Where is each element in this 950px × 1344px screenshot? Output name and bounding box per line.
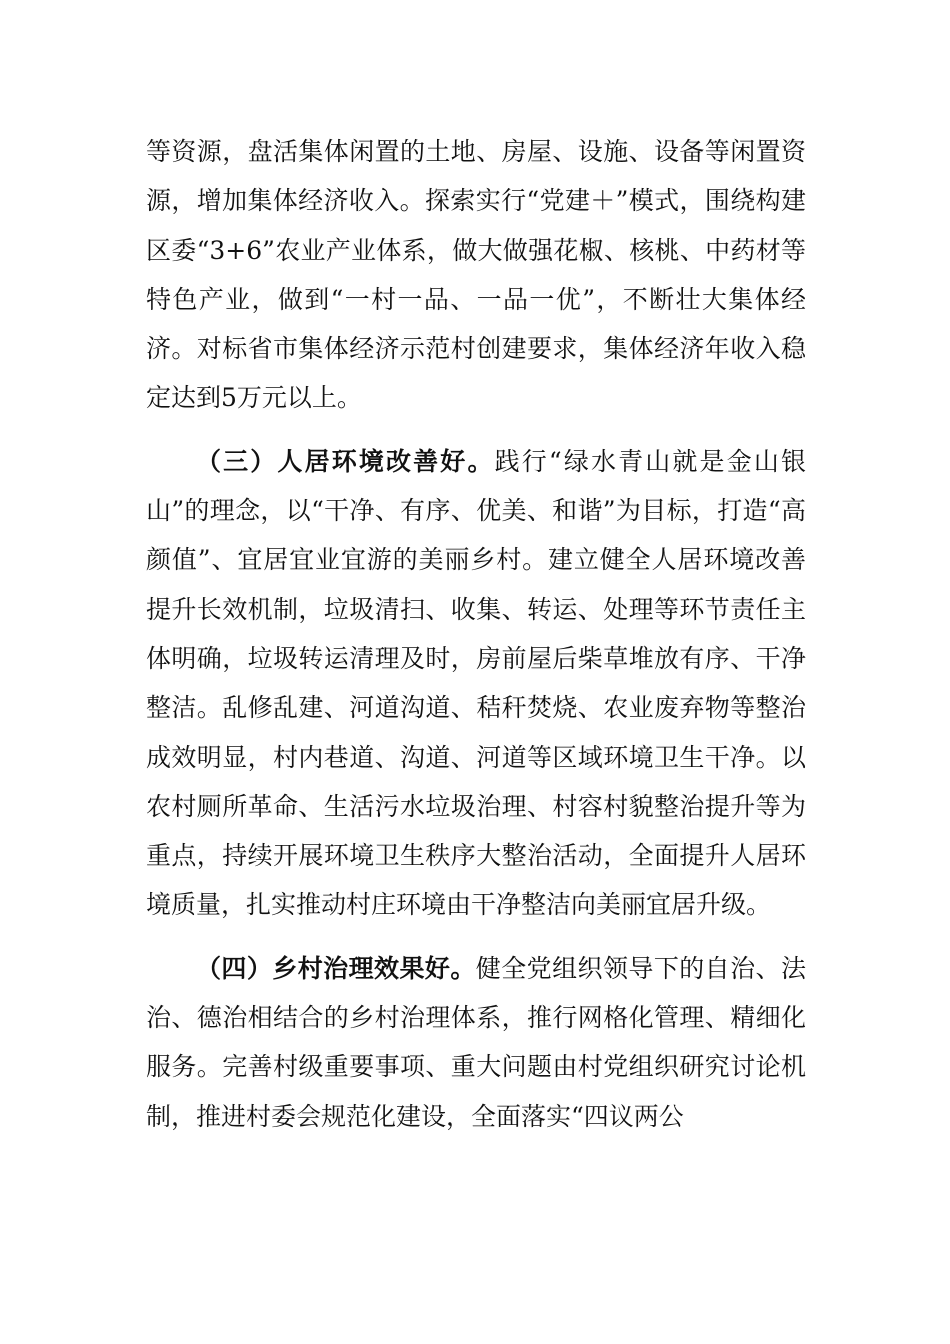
paragraph-gap [146, 423, 806, 437]
document-body [146, 127, 806, 1141]
paragraph-text: 等资源，盘活集体闲置的土地、房屋、设施、设备等闲置资源，增加集体经济收入。探索实行“党建＋”模式，围绕构建区委“3+6”农业产业体系，做大做强花椒、核桃、中药材等特色产业，做到“一村一品、一品一优”，不断壮大集体经济。对标省市集体经济示范村创建要求，集体经济年收入稳定达到5万元以上。 [146, 137, 806, 413]
section-heading-4: （四）乡村治理效果好。 [196, 953, 476, 983]
paragraph-living-environment [146, 437, 806, 930]
paragraph-text: 践行“绿水青山就是金山银山”的理念，以“干净、有序、优美、和谐”为目标，打造“高颜值”、宜居宜业宜游的美丽乡村。建立健全人居环境改善提升长效机制，垃圾清扫、收集、转运、处理等环节责任主体明确，垃圾转运清理及时，房前屋后柴草堆放有序、干净整洁。乱修乱建、河道沟道、秸秆焚烧、农业废弃物等整治成效明显，村内巷道、沟道、河道等区域环境卫生干净。以农村厕所革命、生活污水垃圾治理、村容村貌整治提升等为重点，持续开展环境卫生秩序大整治活动，全面提升人居环境质量，扎实推动村庄环境由干净整洁向美丽宜居升级。 [146, 446, 806, 920]
section-heading-3: （三）人居环境改善好。 [196, 446, 495, 476]
paragraph-collective-economy [146, 127, 806, 423]
paragraph-gap [146, 930, 806, 944]
paragraph-rural-governance [146, 944, 806, 1141]
paragraph-text: 健全党组织领导下的自治、法治、德治相结合的乡村治理体系，推行网格化管理、精细化服务。完善村级重要事项、重大问题由村党组织研究讨论机制，推进村委会规范化建设，全面落实“四议两公 [146, 953, 806, 1131]
